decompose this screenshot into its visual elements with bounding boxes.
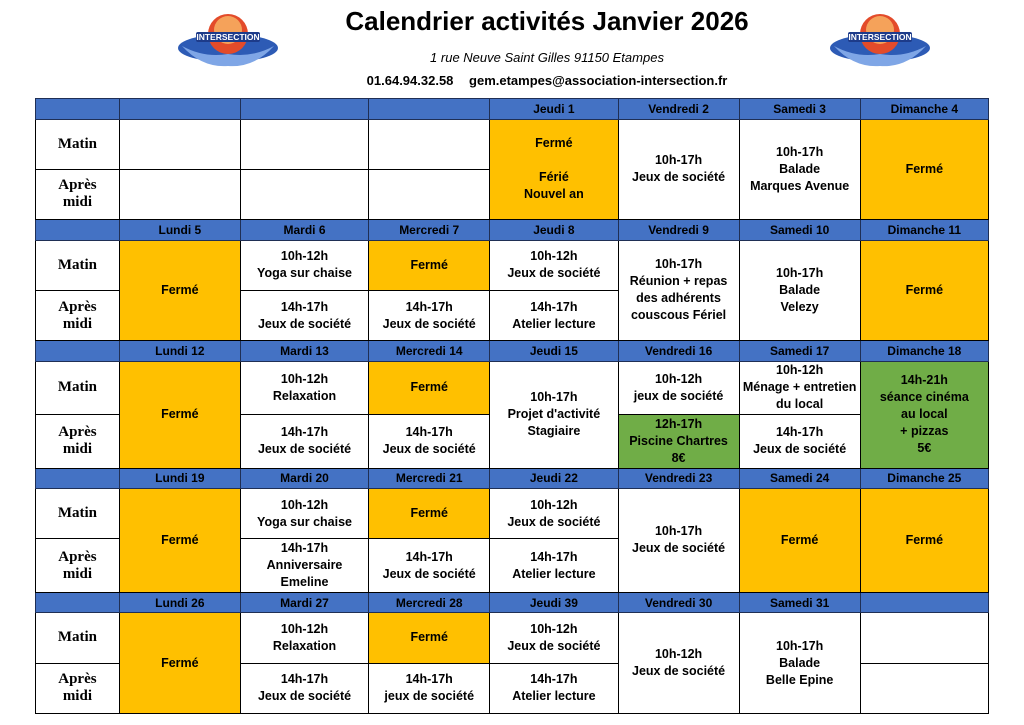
day-header [240,99,368,120]
empty-cell [860,613,988,663]
page-title: Calendrier activités Janvier 2026 [345,6,749,36]
week-header-row [36,592,989,613]
morning-row [36,240,989,290]
closed-cell: Fermé [860,489,988,593]
page-header [0,0,1024,96]
activity-cell: 14h-17h jeux de société [369,663,490,713]
svg-text:INTERSECTION: INTERSECTION [848,32,912,42]
day-header: Lundi 26 [119,592,240,613]
activity-cell: 14h-17h Jeux de société [369,539,490,592]
day-header: Dimanche 4 [860,99,988,120]
afternoon-label: Après midi [36,415,120,468]
day-header: Dimanche 11 [860,220,988,241]
activity-cell: Fermé Férié Nouvel an [490,119,618,220]
morning-row [36,613,989,663]
activity-cell: 14h-17h Atelier lecture [490,539,618,592]
day-header: Jeudi 8 [490,220,618,241]
empty-cell [369,169,490,219]
day-header: Samedi 3 [739,99,860,120]
week-header-row [36,99,989,120]
activity-cell: 10h-17h Balade Velezy [739,240,860,341]
activity-cell: 10h-12h Relaxation [240,613,368,663]
day-header: Samedi 31 [739,592,860,613]
day-header: Lundi 12 [119,341,240,362]
activity-cell: 10h-17h Jeux de société [618,119,739,220]
activity-cell: 10h-12h Relaxation [240,361,368,414]
closed-cell: Fermé [860,240,988,341]
afternoon-label: Après midi [36,290,120,340]
day-header: Samedi 10 [739,220,860,241]
day-header: Mercredi 7 [369,220,490,241]
day-header: Dimanche 25 [860,468,988,489]
day-header: Mercredi 21 [369,468,490,489]
day-header: Jeudi 1 [490,99,618,120]
closed-cell: Fermé [369,240,490,290]
activity-cell: 10h-17h Jeux de société [618,489,739,593]
morning-label: Matin [36,240,120,290]
day-header: Vendredi 23 [618,468,739,489]
closed-cell: Fermé [369,361,490,414]
week-header-row [36,468,989,489]
closed-cell: Fermé [369,489,490,539]
activity-cell: 10h-17h Balade Marques Avenue [739,119,860,220]
morning-label: Matin [36,613,120,663]
day-header: Vendredi 2 [618,99,739,120]
morning-label: Matin [36,361,120,414]
day-header: Lundi 19 [119,468,240,489]
closed-cell: Fermé [119,489,240,593]
afternoon-label: Après midi [36,539,120,592]
day-header: Jeudi 39 [490,592,618,613]
day-header: Mercredi 28 [369,592,490,613]
week-header-row [36,341,989,362]
activity-cell: 14h-17h Anniversaire Emeline [240,539,368,592]
day-header: Mardi 6 [240,220,368,241]
activity-cell: 14h-17h Atelier lecture [490,290,618,340]
empty-cell [369,119,490,169]
activity-cell: 10h-17h Réunion + repas des adhérents couscous Fériel [618,240,739,341]
week-header-row [36,220,989,241]
closed-cell: Fermé [739,489,860,593]
morning-row [36,119,989,169]
empty-cell [240,119,368,169]
closed-cell: Fermé [119,613,240,714]
activity-cell: 10h-12h Ménage + entretien du local [739,361,860,414]
activity-cell: 14h-17h Jeux de société [369,290,490,340]
morning-row [36,489,989,539]
activity-cell: 10h-12h jeux de société [618,361,739,414]
afternoon-label: Après midi [36,169,120,219]
empty-cell [860,663,988,713]
day-header: Jeudi 22 [490,468,618,489]
day-header: Mercredi 14 [369,341,490,362]
corner-cell [36,341,120,362]
corner-cell [36,99,120,120]
day-header: Mardi 20 [240,468,368,489]
activity-cell: 12h-17h Piscine Chartres 8€ [618,415,739,468]
day-header: Vendredi 16 [618,341,739,362]
email-address[interactable]: gem.etampes@association-intersection.fr [469,73,728,88]
morning-label: Matin [36,489,120,539]
activity-cell: 14h-21h séance cinéma au local + pizzas 5€ [860,361,988,468]
day-header: Mardi 27 [240,592,368,613]
activity-cell: 14h-17h Jeux de société [739,415,860,468]
afternoon-label: Après midi [36,663,120,713]
day-header: Samedi 17 [739,341,860,362]
day-header: Samedi 24 [739,468,860,489]
day-header: Vendredi 30 [618,592,739,613]
activity-cell: 10h-12h Jeux de société [490,240,618,290]
activity-cell: 10h-12h Yoga sur chaise [240,489,368,539]
empty-cell [240,169,368,219]
day-header [860,592,988,613]
svg-text:INTERSECTION: INTERSECTION [196,32,260,42]
empty-cell [119,119,240,169]
activity-cell: 14h-17h Jeux de société [240,663,368,713]
corner-cell [36,468,120,489]
activity-cell: 10h-12h Jeux de société [490,613,618,663]
day-header [119,99,240,120]
activity-cell: 14h-17h Jeux de société [240,415,368,468]
day-header: Lundi 5 [119,220,240,241]
contact-line [180,73,914,88]
activity-cell: 10h-12h Jeux de société [490,489,618,539]
closed-cell: Fermé [119,361,240,468]
activity-cell: 14h-17h Jeux de société [369,415,490,468]
intersection-logo [826,8,934,72]
closed-cell: Fermé [119,240,240,341]
day-header: Vendredi 9 [618,220,739,241]
day-header [369,99,490,120]
phone-number: 01.64.94.32.58 [366,73,454,88]
corner-cell [36,592,120,613]
empty-cell [119,169,240,219]
corner-cell [36,220,120,241]
morning-row [36,361,989,414]
activity-cell: 14h-17h Atelier lecture [490,663,618,713]
activity-calendar [35,98,989,714]
closed-cell: Fermé [369,613,490,663]
morning-label: Matin [36,119,120,169]
activity-cell: 10h-12h Yoga sur chaise [240,240,368,290]
activity-cell: 10h-17h Balade Belle Epine [739,613,860,714]
day-header: Dimanche 18 [860,341,988,362]
day-header: Mardi 13 [240,341,368,362]
day-header: Jeudi 15 [490,341,618,362]
activity-cell: 14h-17h Jeux de société [240,290,368,340]
activity-cell: 10h-17h Projet d'activité Stagiaire [490,361,618,468]
closed-cell: Fermé [860,119,988,220]
address: 1 rue Neuve Saint Gilles 91150 Etampes [430,50,664,65]
activity-cell: 10h-12h Jeux de société [618,613,739,714]
